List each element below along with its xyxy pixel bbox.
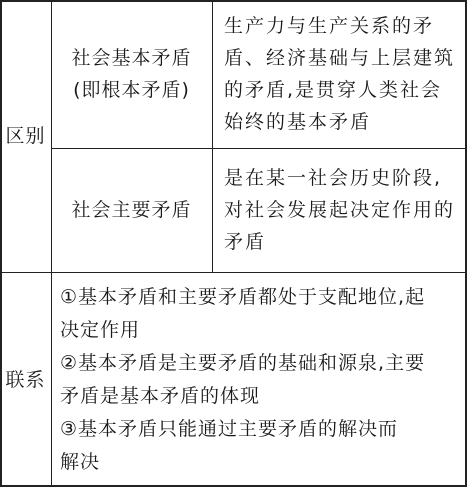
connection-line: ①基本矛盾和主要矛盾都处于支配地位,起: [60, 285, 426, 308]
principal-contradiction-cell: [51, 148, 212, 272]
basic-contradiction-alias: (即根本矛盾): [73, 79, 190, 101]
connection-line: 矛盾是基本矛盾的体现: [60, 384, 261, 407]
connection-line: ③基本矛盾只能通过主要矛盾的解决而: [60, 417, 399, 440]
connection-content: [51, 272, 467, 487]
connection-label: 联系: [5, 368, 46, 391]
principal-contradiction-title: 社会主要矛盾: [71, 199, 192, 221]
basic-contradiction-title: 社会基本矛盾: [71, 47, 192, 69]
connection-line: 决定作用: [60, 318, 141, 341]
connection-line: 解决: [60, 450, 101, 473]
principal-contradiction-description: 是在某一社会历史阶段, 对社会发展起决定作用的 矛盾: [224, 167, 456, 253]
basic-contradiction-cell: [51, 0, 212, 148]
connection-line: ②基本矛盾是主要矛盾的基础和源泉,主要: [60, 351, 426, 374]
difference-label: 区别: [5, 125, 46, 147]
basic-contradiction-description: 生产力与生产关系的矛 盾、经济基础与上层建筑 的矛盾,是贯穿人类社会 始终的基本矛盾: [224, 15, 456, 133]
